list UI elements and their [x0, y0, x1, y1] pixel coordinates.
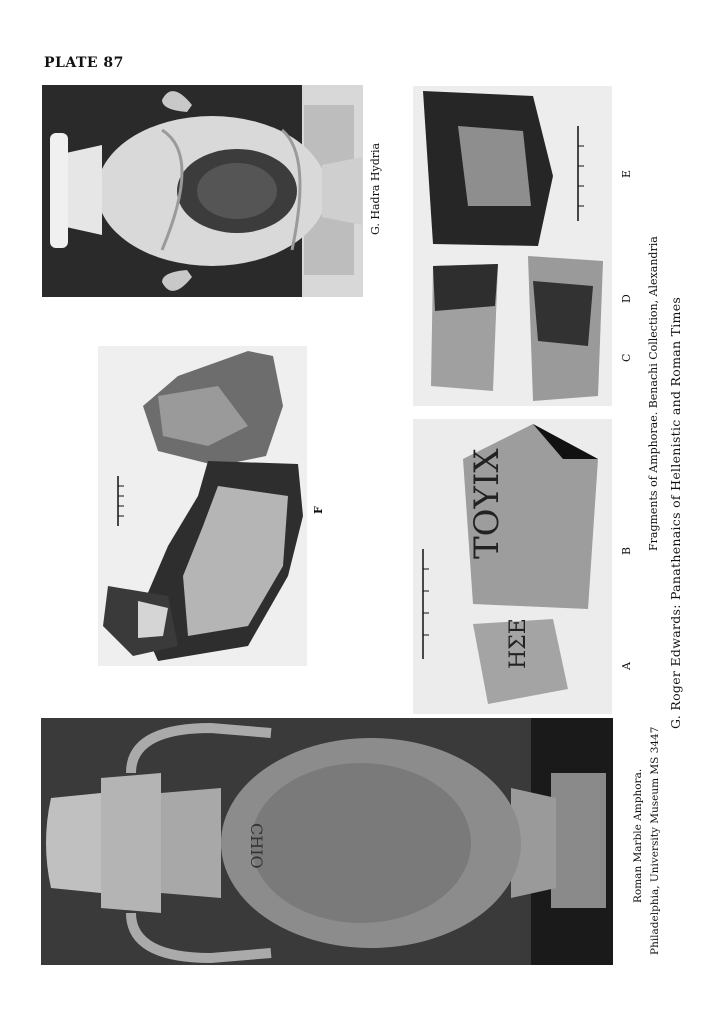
hydra-caption: G. Hadra Hydria	[369, 142, 382, 235]
fragments-ab-photo	[413, 419, 612, 714]
amphora-caption-line2: Philadelphia, University Museum MS 3447	[649, 726, 661, 955]
hadra-hydria-photo	[42, 85, 363, 297]
fragment-a-label: A	[620, 662, 633, 670]
svg-text:ΤΟΥΙΧ: ΤΟΥΙΧ	[467, 448, 507, 559]
plate-title: PLATE 87	[44, 55, 124, 71]
amphora-caption-line1: Roman Marble Amphora.	[632, 768, 644, 903]
fragment-c-label: C	[620, 353, 633, 362]
fragment-e-label: E	[620, 169, 633, 178]
fragments-cde-photo	[413, 86, 612, 406]
fragments-caption: Fragments of Amphorae. Benachi Collection, Alexandria	[647, 236, 660, 551]
fragment-d-label: D	[620, 294, 633, 303]
svg-text:ΗΣΕ: ΗΣΕ	[506, 618, 531, 669]
fragment-b-label: B	[620, 546, 633, 555]
author-title-caption: G. Roger Edwards: Panathenaics of Hellenistic and Roman Times	[668, 296, 683, 729]
roman-amphora-photo	[41, 718, 613, 965]
fragment-f-label: F	[312, 506, 325, 514]
amphora-inscription: CHIO	[247, 823, 266, 869]
fragment-f-photo	[98, 346, 307, 666]
